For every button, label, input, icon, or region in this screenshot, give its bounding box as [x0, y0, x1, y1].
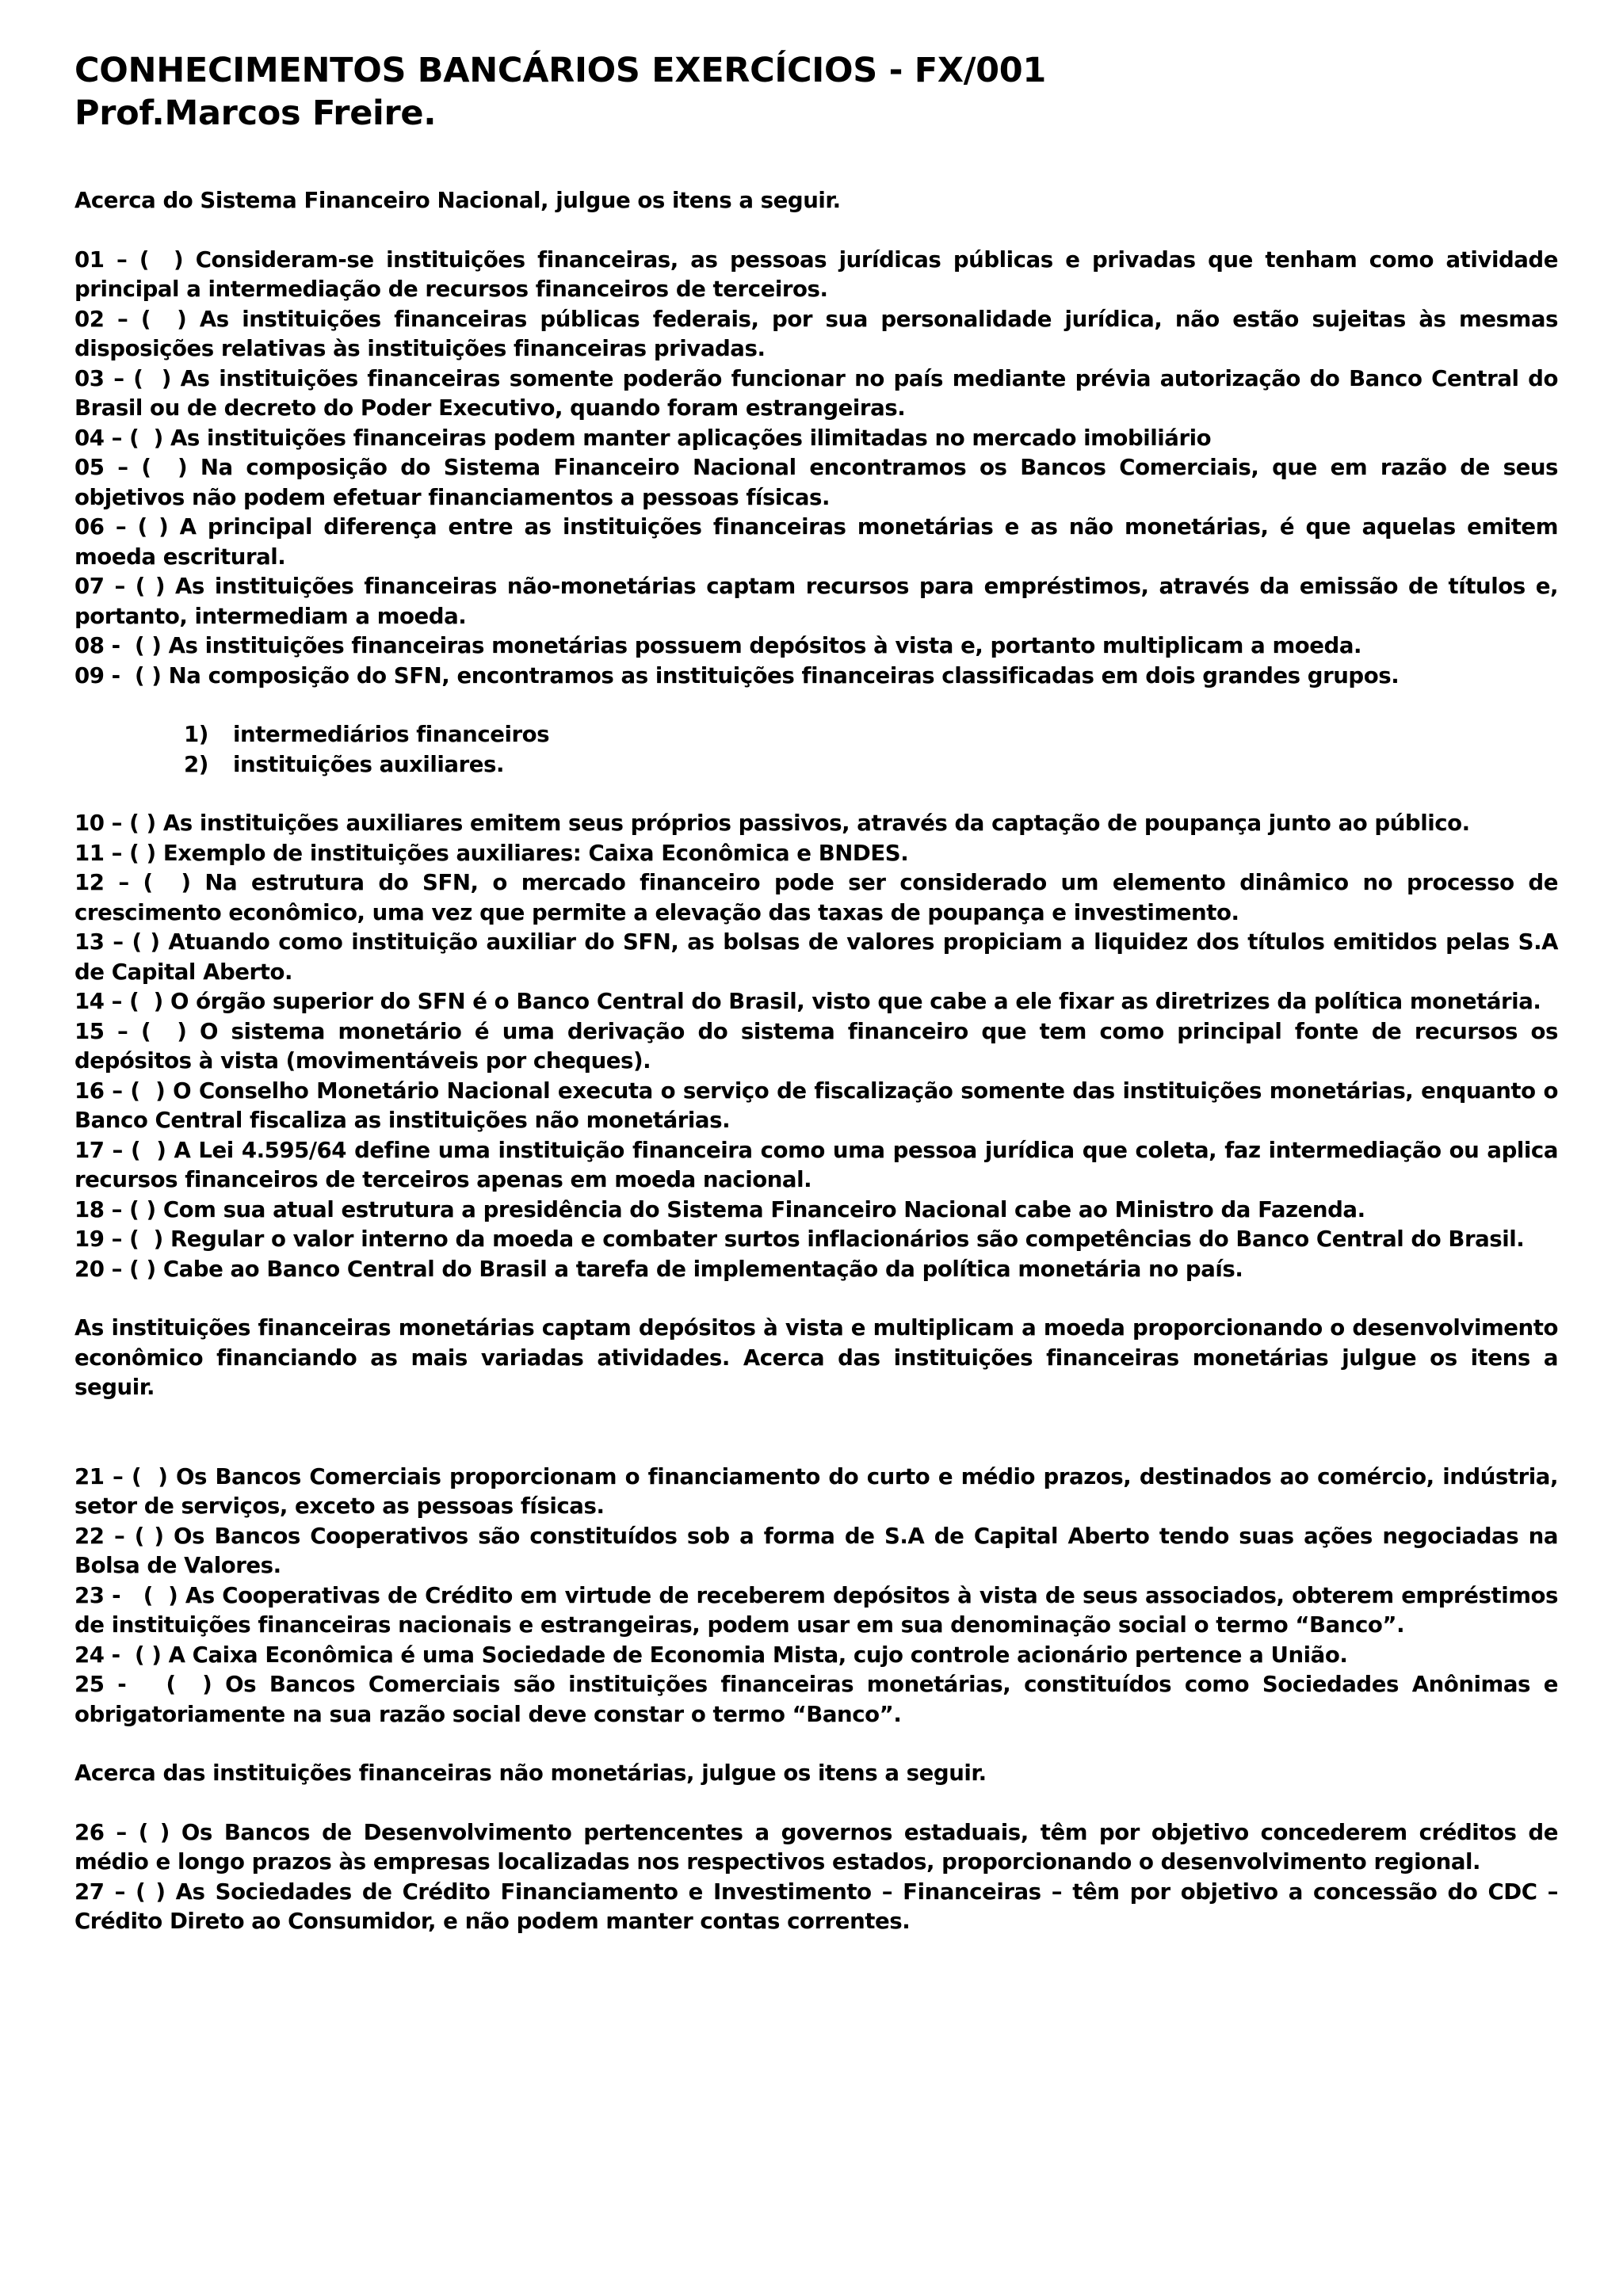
section-intro-2: As instituições financeiras monetárias captam depósitos à vista e multiplicam a moeda proporcionando o desenvolvimento econômico financiando as mais variadas atividades. Acerca das instituições financeiras monetárias julgue os itens a seguir. [74, 1314, 1558, 1400]
question-item-07: 07 – ( ) As instituições financeiras não-monetárias captam recursos para empréstimos, através da emissão de títulos e, portanto, intermediam a moeda. [74, 573, 1558, 629]
question-item-20: 20 – ( ) Cabe ao Banco Central do Brasil a tarefa de implementação da política monetária no país. [74, 1255, 1243, 1282]
list-item: 1) intermediários financeiros [184, 721, 550, 747]
question-item-24: 24 - ( ) A Caixa Econômica é uma Sociedade de Economia Mista, cujo controle acionário pertence a União. [74, 1641, 1348, 1668]
question-item-17: 17 – ( ) A Lei 4.595/64 define uma instituição financeira como uma pessoa jurídica que coleta, faz intermediação ou aplica recursos financeiros de terceiros apenas em moeda nacional. [74, 1136, 1558, 1192]
question-item-02: 02 – ( ) As instituições financeiras públicas federais, por sua personalidade jurídica, não estão sujeitas às mesmas disposições relativas às instituições financeiras privadas. [74, 305, 1558, 361]
question-item-08: 08 - ( ) As instituições financeiras monetárias possuem depósitos à vista e, portanto multiplicam a moeda. [74, 632, 1362, 658]
question-item-25: 25 - ( ) Os Bancos Comerciais são instituições financeiras monetárias, constituídos como Sociedades Anônimas e obrigatoriamente na sua razão social deve constar o termo “Banco”. [74, 1671, 1558, 1727]
title-line-2: Prof.Marcos Freire. [74, 93, 437, 133]
question-item-19: 19 – ( ) Regular o valor interno da moeda e combater surtos inflacionários são competências do Banco Central do Brasil. [74, 1226, 1525, 1252]
question-item-21: 21 – ( ) Os Bancos Comerciais proporcionam o financiamento do curto e médio prazos, destinados ao comércio, indústria, setor de serviços, exceto as pessoas físicas. [74, 1463, 1559, 1519]
question-item-16: 16 – ( ) O Conselho Monetário Nacional executa o serviço de fiscalização somente das instituições monetárias, enquanto o Banco Central fiscaliza as instituições não monetárias. [74, 1077, 1558, 1133]
question-item-27: 27 – ( ) As Sociedades de Crédito Financiamento e Investimento – Financeiras – têm por objetivo a concessão do CDC – Crédito Direto ao Consumidor, e não podem manter contas correntes. [74, 1878, 1558, 1934]
question-item-13: 13 – ( ) Atuando como instituição auxiliar do SFN, as bolsas de valores propiciam a liquidez dos títulos emitidos pelas S.A de Capital Aberto. [74, 929, 1559, 985]
question-item-01: 01 – ( ) Consideram-se instituições financeiras, as pessoas jurídicas públicas e privadas que tenham como atividade principal a intermediação de recursos financeiros de terceiros. [74, 246, 1558, 302]
question-item-04: 04 – ( ) As instituições financeiras podem manter aplicações ilimitadas no mercado imobiliário [74, 424, 1212, 451]
items-group-1 [74, 245, 1558, 691]
groups-list [74, 719, 1558, 779]
document-title [74, 49, 1558, 135]
question-item-18: 18 – ( ) Com sua atual estrutura a presidência do Sistema Financeiro Nacional cabe ao Ministro da Fazenda. [74, 1196, 1365, 1222]
question-item-23: 23 - ( ) As Cooperativas de Crédito em virtude de receberem depósitos à vista de seus associados, obterem empréstimos de instituições financeiras nacionais e estrangeiras, podem usar em sua denominação social o termo “Banco”. [74, 1581, 1558, 1638]
title-line-1: CONHECIMENTOS BANCÁRIOS EXERCÍCIOS - FX/001 [74, 51, 1046, 90]
question-item-14: 14 – ( ) O órgão superior do SFN é o Banco Central do Brasil, visto que cabe a ele fixar as diretrizes da política monetária. [74, 988, 1541, 1014]
question-item-05: 05 – ( ) Na composição do Sistema Financeiro Nacional encontramos os Bancos Comerciais, que em razão de seus objetivos não podem efetuar financiamentos a pessoas físicas. [74, 454, 1558, 510]
section-intro-1: Acerca do Sistema Financeiro Nacional, julgue os itens a seguir. [74, 187, 841, 213]
question-item-11: 11 – ( ) Exemplo de instituições auxiliares: Caixa Econômica e BNDES. [74, 839, 909, 866]
question-item-26: 26 – ( ) Os Bancos de Desenvolvimento pertencentes a governos estaduais, têm por objetivo concederem créditos de médio e longo prazos às empresas localizadas nos respectivos estados, proporcionando o desenvolvimento regional. [74, 1818, 1558, 1875]
question-item-06: 06 – ( ) A principal diferença entre as instituições financeiras monetárias e as não monetárias, é que aquelas emitem moeda escritural. [74, 513, 1558, 570]
items-group-4 [74, 1817, 1558, 1936]
question-item-09: 09 - ( ) Na composição do SFN, encontramos as instituições financeiras classificadas em dois grandes grupos. [74, 662, 1400, 688]
question-item-03: 03 – ( ) As instituições financeiras somente poderão funcionar no país mediante prévia autorização do Banco Central do Brasil ou de decreto do Poder Executivo, quando foram estrangeiras. [74, 364, 1558, 421]
items-group-3 [74, 1462, 1558, 1730]
items-group-2 [74, 808, 1558, 1283]
question-item-22: 22 – ( ) Os Bancos Cooperativos são constituídos sob a forma de S.A de Capital Aberto tendo suas ações negociadas na Bolsa de Valores. [74, 1522, 1558, 1578]
document-page [74, 49, 1558, 1936]
question-item-10: 10 – ( ) As instituições auxiliares emitem seus próprios passivos, através da captação de poupança junto ao público. [74, 810, 1470, 836]
list-item: 2) instituições auxiliares. [184, 750, 505, 777]
section-intro-3: Acerca das instituições financeiras não monetárias, julgue os itens a seguir. [74, 1760, 987, 1786]
question-item-12: 12 – ( ) Na estrutura do SFN, o mercado financeiro pode ser considerado um elemento dinâmico no processo de crescimento econômico, uma vez que permite a elevação das taxas de poupança e investimento. [74, 869, 1558, 925]
question-item-15: 15 – ( ) O sistema monetário é uma derivação do sistema financeiro que tem como principal fonte de recursos os depósitos à vista (movimentáveis por cheques). [74, 1017, 1558, 1074]
